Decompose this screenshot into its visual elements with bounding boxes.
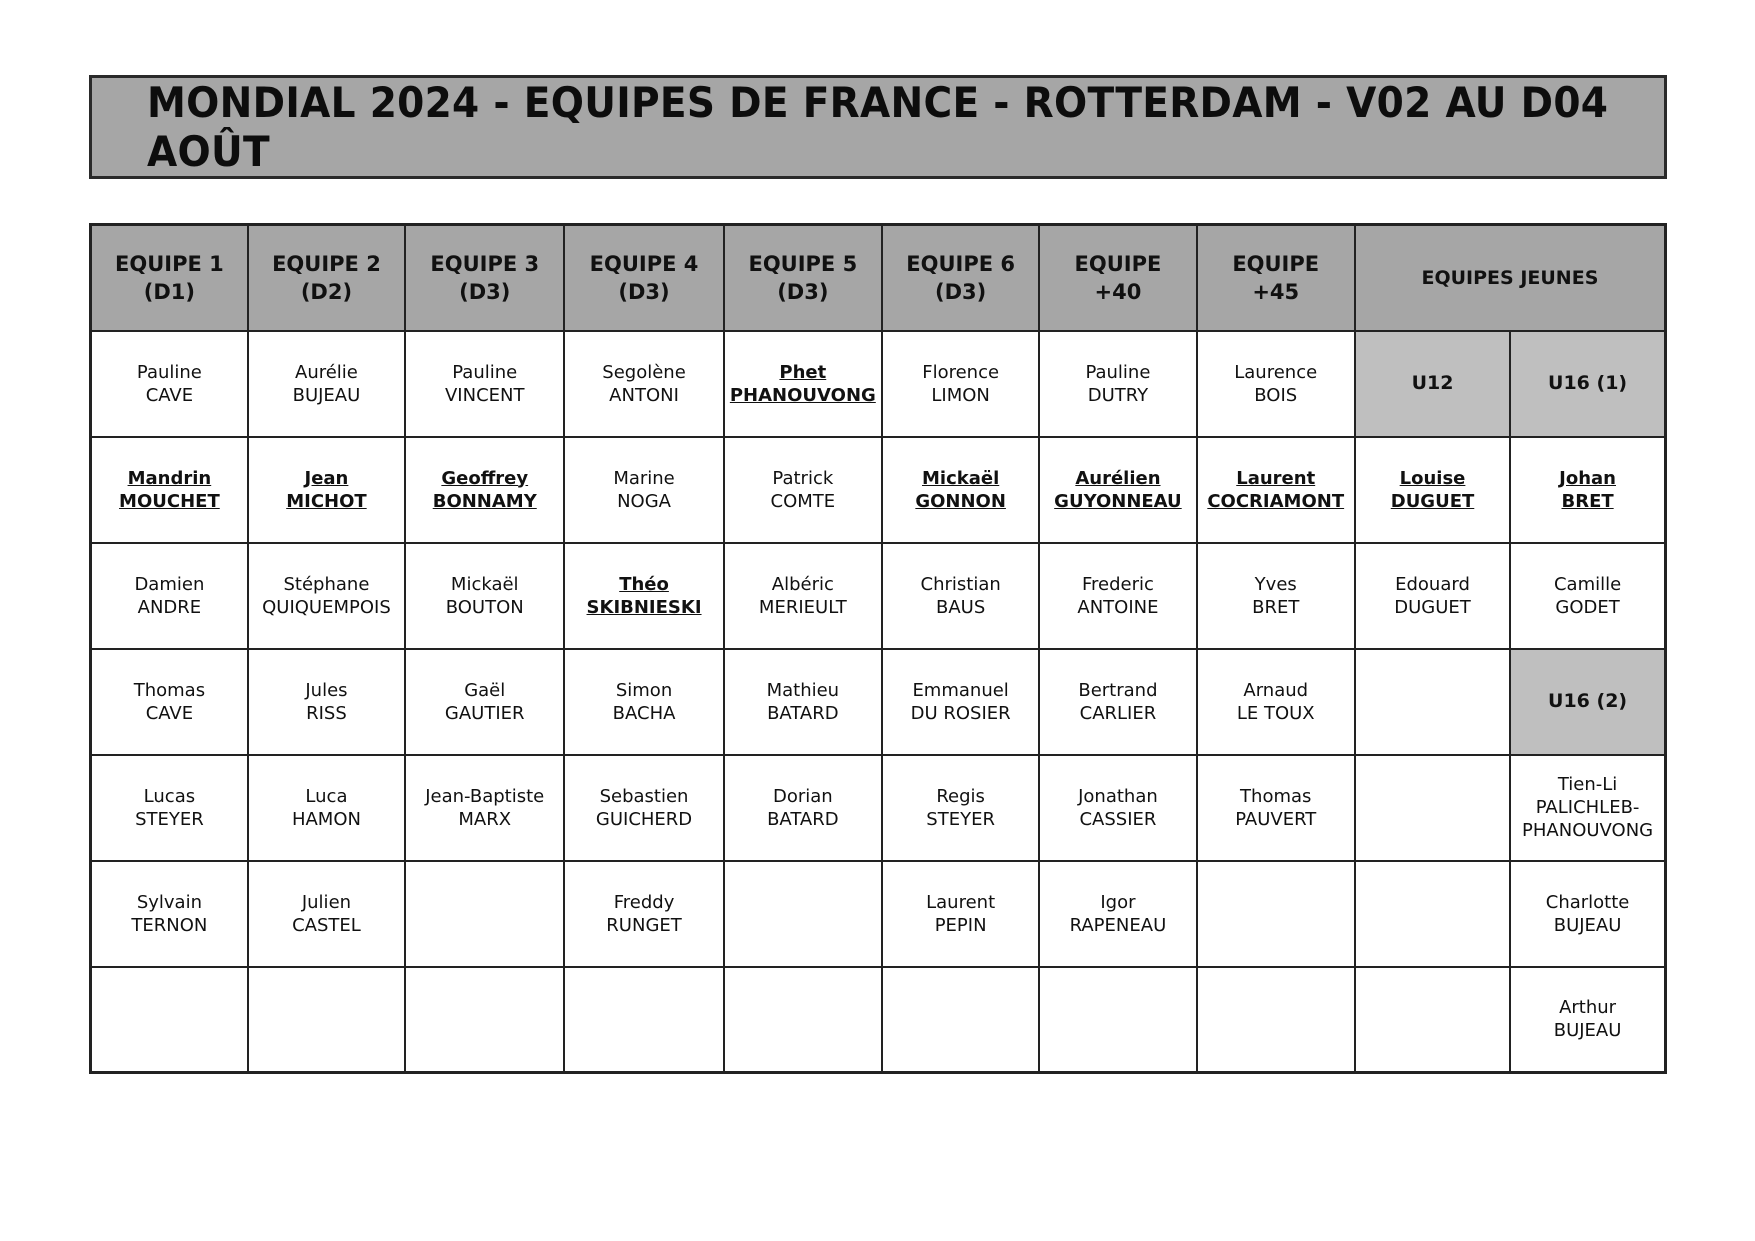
player-last-name: GONNON <box>915 490 1006 512</box>
player-first-name: Sylvain <box>136 891 202 913</box>
player-cell <box>248 331 405 437</box>
player-cell <box>1039 649 1196 755</box>
team-header-line2: (D2) <box>300 279 353 304</box>
player-first-name: Pauline <box>136 361 202 383</box>
table-row <box>91 967 1666 1073</box>
player-last-name: PAUVERT <box>1235 808 1317 830</box>
player-cell <box>91 331 248 437</box>
player-last-name: BRET <box>1561 490 1614 512</box>
player-cell <box>405 331 564 437</box>
player-last-name: HAMON <box>291 808 361 830</box>
player-name-line: PHANOUVONG <box>1522 820 1654 841</box>
player-last-name: VINCENT <box>444 384 525 406</box>
empty-cell <box>1355 755 1510 861</box>
player-first-name: Mathieu <box>766 679 840 701</box>
player-first-name: Jean <box>304 467 349 489</box>
page-title: MONDIAL 2024 - EQUIPES DE FRANCE - ROTTERDAM - V02 AU D04 AOÛT <box>147 78 1609 176</box>
player-cell <box>882 649 1039 755</box>
team-header-3 <box>405 225 564 331</box>
player-cell <box>91 755 248 861</box>
player-first-name: Laurence <box>1234 361 1318 383</box>
player-first-name: Lucas <box>143 785 196 807</box>
empty-cell <box>1355 861 1510 967</box>
player-last-name: BUJEAU <box>1553 914 1622 936</box>
captain-cell <box>1197 437 1355 543</box>
empty-cell <box>405 861 564 967</box>
player-cell <box>1039 331 1196 437</box>
player-first-name: Johan <box>1559 467 1616 489</box>
table-row <box>91 437 1666 543</box>
player-cell <box>882 543 1039 649</box>
player-last-name: BOUTON <box>445 596 524 618</box>
player-cell <box>882 861 1039 967</box>
player-last-name: BATARD <box>767 702 839 724</box>
team-header-8 <box>1197 225 1355 331</box>
team-header-line2: (D1) <box>143 279 196 304</box>
player-first-name: Louise <box>1399 467 1466 489</box>
player-first-name: Regis <box>936 785 985 807</box>
player-last-name: CARLIER <box>1079 702 1157 724</box>
empty-cell <box>1355 649 1510 755</box>
player-last-name: BATARD <box>767 808 839 830</box>
team-header-5 <box>724 225 882 331</box>
player-first-name: Patrick <box>772 467 834 489</box>
player-first-name: Freddy <box>613 891 675 913</box>
player-cell <box>1197 543 1355 649</box>
empty-cell <box>724 861 882 967</box>
player-first-name: Thomas <box>1240 785 1312 807</box>
teams-table <box>89 223 1667 1074</box>
player-first-name: Simon <box>615 679 673 701</box>
player-cell <box>564 437 723 543</box>
player-last-name: CASTEL <box>292 914 361 936</box>
empty-cell <box>248 967 405 1073</box>
player-cell <box>405 543 564 649</box>
player-first-name: Laurent <box>926 891 996 913</box>
team-header-line1: EQUIPE 2 <box>272 251 381 276</box>
table-row <box>91 861 1666 967</box>
player-cell <box>1510 755 1665 861</box>
player-name-line: Tien-Li <box>1557 774 1618 795</box>
player-last-name: NOGA <box>617 490 671 512</box>
header-row <box>91 225 1666 331</box>
captain-cell <box>91 437 248 543</box>
empty-cell <box>91 967 248 1073</box>
player-last-name: GUICHERD <box>595 808 693 830</box>
captain-cell <box>248 437 405 543</box>
player-last-name: BONNAMY <box>432 490 537 512</box>
player-first-name: Christian <box>920 573 1001 595</box>
player-cell <box>1197 755 1355 861</box>
equipes-jeunes-header: EQUIPES JEUNES <box>1355 225 1666 331</box>
player-first-name: Phet <box>779 361 827 383</box>
player-first-name: Marine <box>613 467 675 489</box>
player-last-name: GAUTIER <box>444 702 525 724</box>
player-cell <box>1197 649 1355 755</box>
player-cell <box>564 861 723 967</box>
player-cell <box>1197 331 1355 437</box>
player-last-name: RISS <box>306 702 347 724</box>
player-last-name: CAVE <box>145 384 194 406</box>
player-first-name: Pauline <box>1085 361 1151 383</box>
player-first-name: Jules <box>305 679 348 701</box>
youth-team-label: U16 (1) <box>1510 331 1665 437</box>
team-header-7 <box>1039 225 1196 331</box>
player-first-name: Mandrin <box>127 467 212 489</box>
empty-cell <box>1197 967 1355 1073</box>
player-cell <box>1510 861 1665 967</box>
player-cell <box>564 649 723 755</box>
player-cell <box>1039 755 1196 861</box>
empty-cell <box>882 967 1039 1073</box>
team-header-line2: (D3) <box>618 279 670 304</box>
player-last-name: BUJEAU <box>1553 1020 1622 1042</box>
player-first-name: Théo <box>619 573 669 595</box>
player-last-name: ANTOINE <box>1077 596 1159 618</box>
team-header-6 <box>882 225 1039 331</box>
player-first-name: Igor <box>1100 891 1136 913</box>
youth-team-label: U12 <box>1355 331 1510 437</box>
player-first-name: Stéphane <box>283 573 370 595</box>
captain-cell <box>1355 437 1510 543</box>
empty-cell <box>724 967 882 1073</box>
player-first-name: Thomas <box>133 679 206 701</box>
empty-cell <box>1355 967 1510 1073</box>
player-last-name: RUNGET <box>606 914 682 936</box>
player-name-line: PALICHLEB- <box>1535 797 1640 818</box>
player-first-name: Luca <box>305 785 348 807</box>
player-first-name: Frederic <box>1081 573 1154 595</box>
youth-team-label: U16 (2) <box>1510 649 1665 755</box>
player-first-name: Yves <box>1254 573 1297 595</box>
player-cell <box>1355 543 1510 649</box>
player-last-name: MICHOT <box>286 490 367 512</box>
player-cell <box>564 331 723 437</box>
team-header-line1: EQUIPE 3 <box>430 251 540 276</box>
player-cell <box>724 755 882 861</box>
player-first-name: Bertrand <box>1078 679 1158 701</box>
player-first-name: Geoffrey <box>441 467 529 489</box>
player-last-name: SKIBNIESKI <box>586 596 702 618</box>
team-header-line1: EQUIPE 1 <box>115 251 224 276</box>
player-last-name: BAUS <box>936 596 986 618</box>
player-first-name: Florence <box>922 361 1000 383</box>
player-last-name: RAPENEAU <box>1069 914 1167 936</box>
player-last-name: ANTONI <box>609 384 679 406</box>
player-first-name: Mickaël <box>450 573 519 595</box>
player-cell <box>882 755 1039 861</box>
player-last-name: LE TOUX <box>1236 702 1315 724</box>
team-header-line1: EQUIPE <box>1074 251 1162 276</box>
captain-cell <box>882 437 1039 543</box>
player-last-name: BOIS <box>1254 384 1298 406</box>
player-cell <box>405 755 564 861</box>
player-last-name: PHANOUVONG <box>729 384 876 406</box>
player-last-name: QUIQUEMPOIS <box>262 596 391 618</box>
player-first-name: Arnaud <box>1243 679 1309 701</box>
player-first-name: Julien <box>301 891 352 913</box>
captain-cell <box>564 543 723 649</box>
teams-body <box>91 331 1666 1073</box>
player-last-name: GUYONNEAU <box>1054 490 1182 512</box>
player-cell <box>91 861 248 967</box>
team-header-line2: (D3) <box>935 279 987 304</box>
player-last-name: DU ROSIER <box>910 702 1011 724</box>
player-cell <box>405 649 564 755</box>
player-last-name: BUJEAU <box>292 384 361 406</box>
player-cell <box>1510 543 1665 649</box>
captain-cell <box>1039 437 1196 543</box>
team-header-line2: (D3) <box>777 279 829 304</box>
player-first-name: Edouard <box>1395 573 1470 595</box>
title-banner <box>89 75 1667 179</box>
player-first-name: Arthur <box>1559 997 1617 1019</box>
captain-cell <box>1510 437 1665 543</box>
empty-cell <box>564 967 723 1073</box>
player-last-name: DUTRY <box>1087 384 1149 406</box>
table-row <box>91 755 1666 861</box>
player-first-name: Damien <box>134 573 205 595</box>
player-last-name: DUGUET <box>1394 596 1471 618</box>
player-last-name: BRET <box>1252 596 1300 618</box>
player-last-name: LIMON <box>931 384 990 406</box>
player-last-name: PEPIN <box>934 914 987 936</box>
player-first-name: Dorian <box>772 785 833 807</box>
player-first-name: Jonathan <box>1078 785 1158 807</box>
team-header-line1: EQUIPE 5 <box>748 251 858 276</box>
player-last-name: CASSIER <box>1079 808 1157 830</box>
player-last-name: CAVE <box>145 702 194 724</box>
player-cell <box>1039 861 1196 967</box>
player-last-name: MARX <box>458 808 512 830</box>
player-cell <box>248 861 405 967</box>
player-cell <box>724 437 882 543</box>
player-first-name: Charlotte <box>1545 891 1630 913</box>
team-header-2 <box>248 225 405 331</box>
player-last-name: COMTE <box>770 490 836 512</box>
team-header-line2: +45 <box>1252 279 1300 304</box>
player-last-name: TERNON <box>131 914 208 936</box>
player-first-name: Pauline <box>452 361 518 383</box>
player-first-name: Gaël <box>464 679 506 701</box>
player-last-name: MOUCHET <box>119 490 220 512</box>
player-first-name: Emmanuel <box>912 679 1009 701</box>
empty-cell <box>1039 967 1196 1073</box>
table-row <box>91 543 1666 649</box>
table-row <box>91 331 1666 437</box>
player-first-name: Mickaël <box>922 467 1000 489</box>
player-first-name: Aurélien <box>1075 467 1161 489</box>
team-header-line2: (D3) <box>459 279 511 304</box>
player-cell <box>882 331 1039 437</box>
player-first-name: Segolène <box>602 361 686 383</box>
player-cell <box>248 755 405 861</box>
captain-cell <box>405 437 564 543</box>
captain-cell <box>724 331 882 437</box>
player-last-name: DUGUET <box>1390 490 1475 512</box>
player-first-name: Jean-Baptiste <box>425 785 545 807</box>
player-last-name: STEYER <box>926 808 995 830</box>
empty-cell <box>405 967 564 1073</box>
player-cell <box>248 543 405 649</box>
player-cell <box>91 543 248 649</box>
team-header-line1: EQUIPE <box>1232 251 1320 276</box>
player-cell <box>1039 543 1196 649</box>
player-last-name: STEYER <box>135 808 204 830</box>
player-last-name: BACHA <box>612 702 676 724</box>
team-header-line1: EQUIPE 4 <box>589 251 699 276</box>
empty-cell <box>1197 861 1355 967</box>
player-cell <box>1510 967 1665 1073</box>
player-last-name: GODET <box>1555 596 1620 618</box>
player-cell <box>248 649 405 755</box>
player-first-name: Laurent <box>1236 467 1316 489</box>
team-header-line2: +40 <box>1094 279 1142 304</box>
player-last-name: ANDRE <box>137 596 202 618</box>
player-cell <box>91 649 248 755</box>
table-row <box>91 649 1666 755</box>
player-last-name: COCRIAMONT <box>1207 490 1345 512</box>
player-first-name: Camille <box>1553 573 1622 595</box>
team-header-line1: EQUIPE 6 <box>906 251 1015 276</box>
player-cell <box>724 649 882 755</box>
player-cell <box>564 755 723 861</box>
team-header-4 <box>564 225 723 331</box>
player-cell <box>724 543 882 649</box>
player-last-name: MERIEULT <box>758 596 847 618</box>
team-header-1 <box>91 225 248 331</box>
player-first-name: Sebastien <box>599 785 689 807</box>
player-first-name: Aurélie <box>295 361 358 383</box>
player-first-name: Albéric <box>771 573 834 595</box>
